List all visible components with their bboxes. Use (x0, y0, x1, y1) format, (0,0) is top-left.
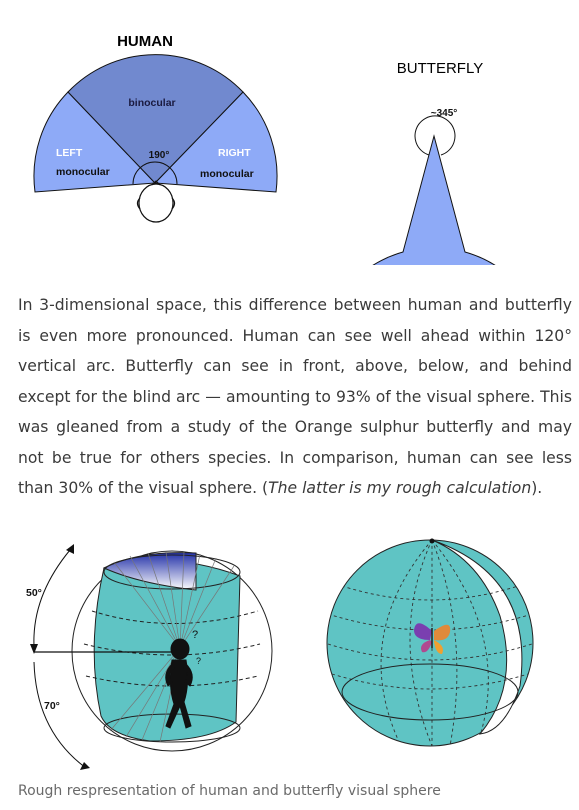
angle-arrow-top (66, 544, 74, 554)
figure-caption: Rough respresentation of human and butterfly visual sphere (18, 783, 441, 799)
paragraph-italic: The latter is my rough calculation (268, 479, 532, 497)
question-mark-2: ? (196, 656, 202, 666)
paragraph-text: In 3-dimensional space, this difference between human and butterfly is even more pronounced. Human can see well ahead within 120° vertical arc. Butterfly can see in front, above, below, and behind except for the blind arc — amounting to 93% of the visual sphere. This was gleaned from a study of the Orange sulphur butterfly and may not be true for others species. In comparison, human can see less than 30% of the visual sphere. ( (18, 296, 572, 497)
paragraph-tail: ). (531, 479, 543, 497)
angle-top-label: 50° (26, 587, 42, 599)
human-title: HUMAN (117, 33, 173, 50)
angle-bottom-label: 70° (44, 700, 60, 712)
human-binocular-label: binocular (128, 97, 176, 109)
butterfly-sphere-top-point (430, 539, 435, 544)
question-mark-1: ? (192, 629, 199, 641)
butterfly-title: BUTTERFLY (396, 60, 484, 77)
human-angle-label: 190° (148, 150, 170, 161)
human-right-label: RIGHT (218, 147, 251, 159)
visual-sphere-figure (0, 536, 579, 776)
body-paragraph (18, 290, 572, 504)
field-of-view-figure (0, 0, 579, 265)
human-right-sublabel: monocular (200, 168, 254, 180)
human-left-label: LEFT (56, 147, 83, 159)
human-head-icon (139, 184, 173, 222)
human-left-sublabel: monocular (56, 166, 110, 178)
angle-arrow-bottom (80, 762, 90, 770)
butterfly-angle-label: ~345° (430, 108, 458, 119)
butterfly-visual-field (319, 136, 549, 265)
